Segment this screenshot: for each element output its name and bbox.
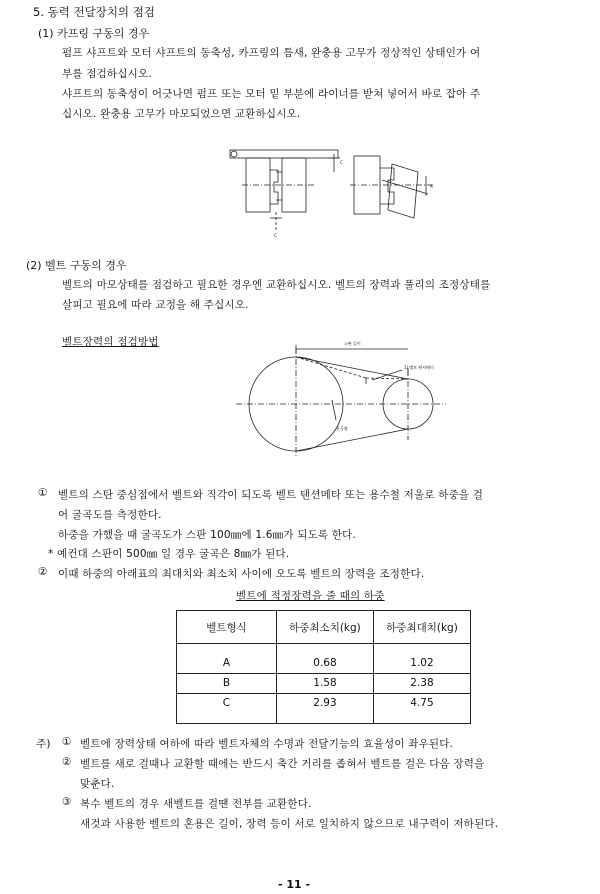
coupling-heading: (1) 카프링 구동의 경우: [38, 27, 150, 40]
section-title: 5. 동력 전달장치의 점검: [33, 5, 155, 19]
note3-mark: ③: [62, 796, 72, 808]
belt-tension-table: [176, 610, 471, 724]
coupling-label-c-bottom: C: [274, 233, 277, 238]
table-header: 하중최대치(kg): [373, 611, 470, 644]
step1-line-2: 어 굴곡도를 측정한다.: [58, 509, 162, 521]
coupling-line-4: 십시오. 완충용 고무가 마모되었으면 교환하십시오.: [62, 108, 301, 120]
step1-mark: ①: [38, 487, 48, 499]
table-header: 벨트형식: [177, 611, 277, 644]
belt-line-2: 살피고 필요에 따라 교정을 해 주십시오.: [62, 299, 249, 311]
table-cell: C: [177, 694, 277, 724]
table-title: 벨트에 적정장력을 줄 때의 하중: [236, 590, 385, 602]
table-cell: 4.75: [373, 694, 470, 724]
note2-line-2: 맞춘다.: [80, 778, 115, 790]
belt-method-title: 벨트장력의 점검방법: [62, 336, 159, 348]
note2-line-1: 벨트를 새로 걸때나 교환할 때에는 반드시 축간 거리를 좁혀서 벨트를 걸은 다음 장력을: [80, 758, 485, 770]
step1-line-1: 벨트의 스탄 중심점에서 벨트와 직각이 되도록 벨트 탠션메타 또는 용수철 저울로 하중을 걸: [58, 489, 484, 501]
note3-line-2: 새것과 사용한 벨트의 혼용은 길이, 장력 등이 서로 일치하지 않으므로 내구력이 저하된다.: [80, 818, 499, 830]
step2-mark: ②: [38, 566, 48, 578]
step1-line-3: 하중을 가했을 때 굴곡도가 스판 100㎜에 1.6㎜가 되도록 한다.: [58, 529, 357, 541]
table-header: 하중최소치(kg): [276, 611, 373, 644]
table-cell: 1.58: [276, 674, 373, 694]
table-cell: 1.02: [373, 644, 470, 674]
note3-line-1: 복수 벨트의 경우 새벨트를 걸땐 전부를 교환한다.: [80, 798, 312, 810]
belt-figure: [236, 340, 446, 458]
note1-mark: ①: [62, 736, 72, 748]
step2-text: 이때 하중의 아래표의 최대치와 최소치 사이에 오도록 벨트의 장력을 조정한다.: [58, 568, 425, 580]
table-row: [177, 644, 471, 674]
table-cell: 0.68: [276, 644, 373, 674]
belt-diagram: [236, 340, 446, 458]
belt-label-tension-meter: 1) 벨트 텐셔메터: [404, 365, 434, 370]
coupling-line-3: 샤프트의 동축성이 어긋나면 펌프 또는 모터 밑 부분에 라이너를 받쳐 넣어서 바로 잡아 주: [62, 88, 481, 100]
table-row: [177, 694, 471, 724]
table-cell: B: [177, 674, 277, 694]
notes-prefix: 주): [36, 738, 51, 750]
note1-text: 벨트에 장력상태 여하에 따라 벨트자체의 수명과 전달기능의 효율성이 좌우된다.: [80, 738, 454, 750]
note2-mark: ②: [62, 756, 72, 768]
belt-label-span: 스판 길이: [344, 341, 361, 346]
table-cell: A: [177, 644, 277, 674]
table-cell: 2.38: [373, 674, 470, 694]
coupling-figure: [222, 142, 440, 238]
coupling-line-1: 펌프 샤프트와 모터 샤프트의 동축성, 카프링의 틈새, 완충용 고무가 정상적인 상태인가 여: [62, 47, 481, 59]
coupling-label-c: C: [340, 160, 343, 165]
step-note: * 예컨대 스판이 500㎜ 일 경우 굴곡은 8㎜가 된다.: [48, 548, 290, 560]
table-row: [177, 674, 471, 694]
coupling-label-a: A: [430, 184, 433, 189]
belt-heading: (2) 벨트 구동의 경우: [26, 259, 127, 272]
belt-line-1: 벨트의 마모상태를 점검하고 필요한 경우엔 교환하십시오. 벨트의 장력과 풀리의 조정상태를: [62, 279, 491, 291]
belt-label-deflection: 굴곡량: [336, 426, 348, 431]
table-cell: 2.93: [276, 694, 373, 724]
page-number: - 11 -: [278, 878, 311, 891]
coupling-diagram: [222, 142, 440, 238]
table-header-row: [177, 611, 471, 644]
coupling-line-2: 부를 점검하십시오.: [62, 68, 152, 80]
